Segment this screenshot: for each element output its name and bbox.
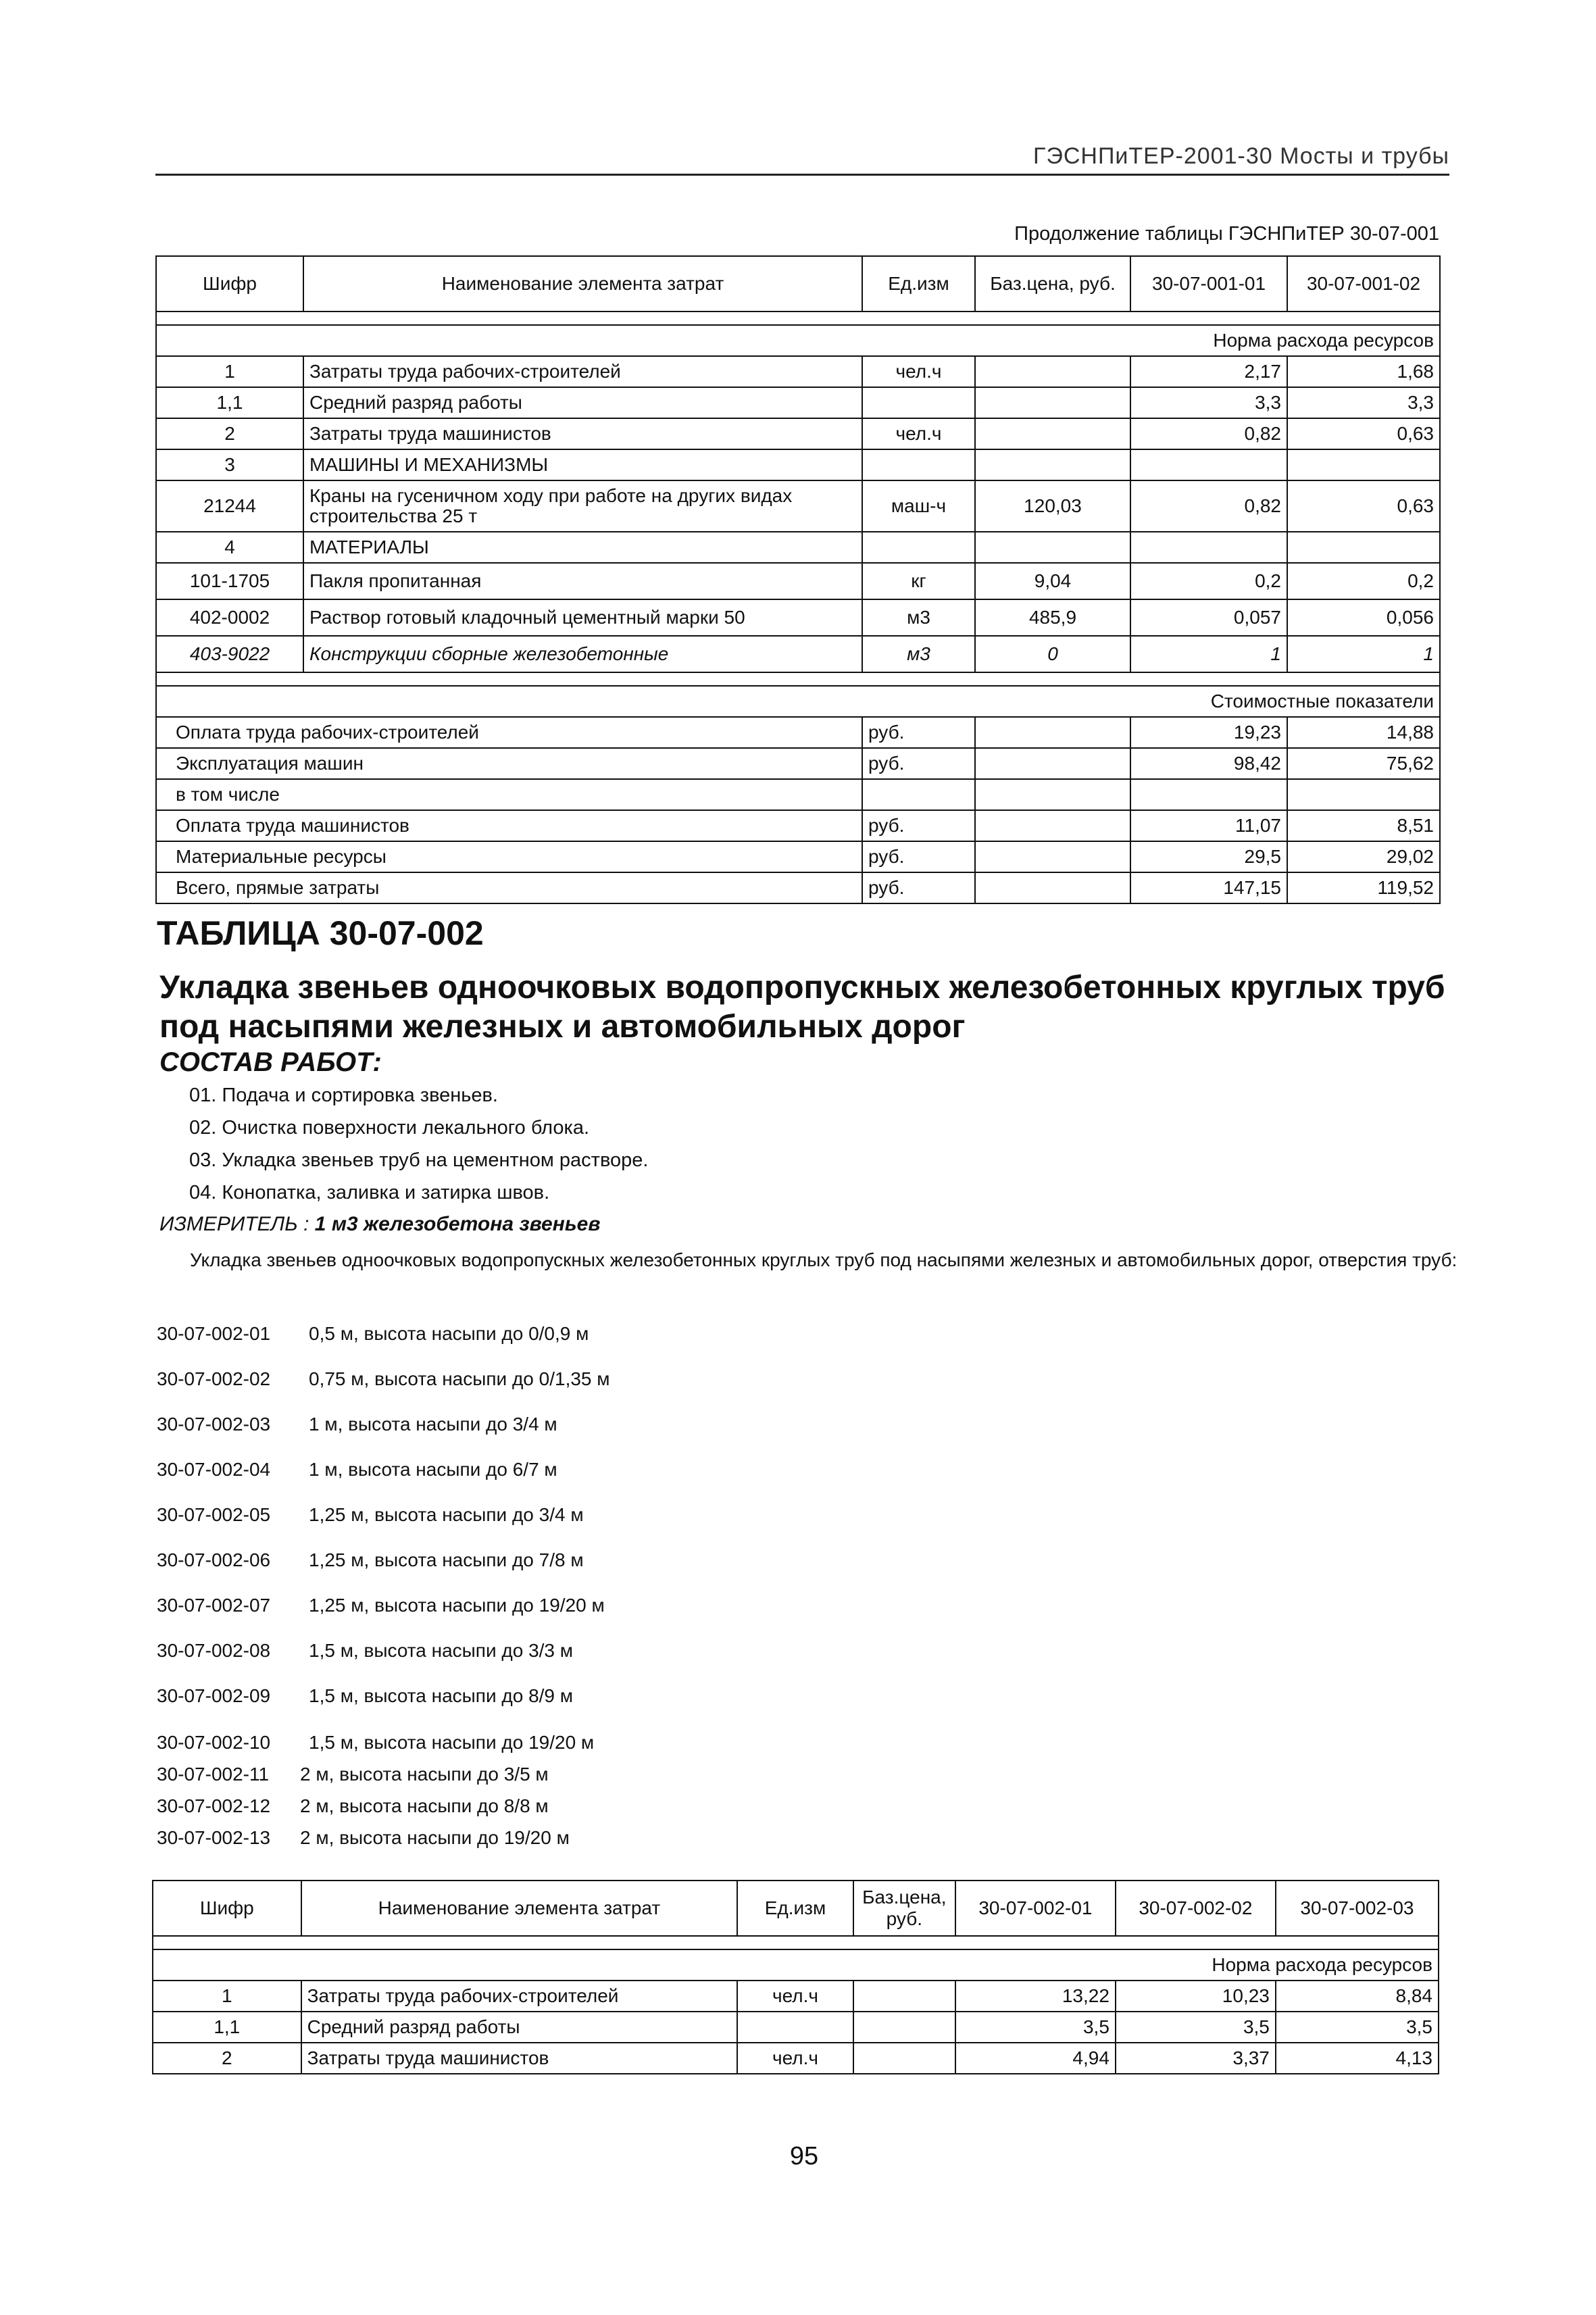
cost-price	[975, 872, 1130, 903]
cell-price	[975, 449, 1130, 480]
cell-value-1: 0,82	[1130, 480, 1287, 532]
cell-value-2: 1,68	[1287, 356, 1440, 387]
code: 30-07-002-08	[157, 1640, 271, 1661]
header-col-2: 30-07-001-02	[1287, 256, 1440, 312]
header-col-1: 30-07-002-01	[955, 1881, 1116, 1936]
cell-unit: чел.ч	[862, 418, 975, 449]
header-code: Шифр	[153, 1881, 301, 1936]
table-row	[156, 480, 1440, 532]
header-code: Шифр	[156, 256, 303, 312]
cell-value-3: 8,84	[1276, 1981, 1439, 2012]
work-item: 02. Очистка поверхности лекального блока.	[189, 1117, 590, 1139]
table-heading: Укладка звеньев одноочковых водопропускных железобетонных круглых труб под насыпями железных и автомобильных дорог	[159, 970, 1445, 1045]
table-header-row	[153, 1881, 1439, 1936]
cost-value-2: 119,52	[1287, 872, 1440, 903]
code-desc: 1 м, высота насыпи до 3/4 м	[309, 1414, 557, 1435]
cost-value-1: 147,15	[1130, 872, 1287, 903]
norm-label-row	[153, 1949, 1439, 1981]
cell-unit: чел.ч	[862, 356, 975, 387]
cost-name: в том числе	[156, 779, 862, 810]
spacer-row	[153, 1936, 1439, 1949]
header-unit: Ед.изм	[737, 1881, 853, 1936]
cell-name: МАТЕРИАЛЫ	[303, 532, 862, 563]
cost-row	[156, 872, 1440, 903]
code-row	[157, 1795, 549, 1817]
code-row	[157, 1685, 573, 1707]
cost-unit: руб.	[862, 841, 975, 872]
cell-code: 1	[153, 1981, 301, 2012]
code-desc: 1,25 м, высота насыпи до 3/4 м	[309, 1504, 584, 1525]
cost-name: Оплата труда машинистов	[156, 810, 862, 841]
cell-unit: чел.ч	[737, 1981, 853, 2012]
cell-price	[975, 387, 1130, 418]
cost-value-1: 98,42	[1130, 748, 1287, 779]
cost-value-2: 8,51	[1287, 810, 1440, 841]
code: 30-07-002-03	[157, 1414, 271, 1435]
cost-row	[156, 841, 1440, 872]
work-list	[189, 1085, 648, 1214]
work-composition-title: СОСТАВ РАБОТ:	[159, 1047, 382, 1077]
cell-code: 21244	[156, 480, 303, 532]
header-col-3: 30-07-002-03	[1276, 1881, 1439, 1936]
cell-unit: чел.ч	[737, 2043, 853, 2074]
code: 30-07-002-10	[157, 1732, 271, 1753]
cell-value-1: 3,3	[1130, 387, 1287, 418]
cost-value-1	[1130, 779, 1287, 810]
table-row	[156, 563, 1440, 599]
code-row	[157, 1323, 589, 1345]
code: 30-07-002-01	[157, 1323, 271, 1344]
code: 30-07-002-12	[157, 1795, 271, 1816]
cell-value-2: 3,5	[1116, 2012, 1276, 2043]
cost-label: Стоимостные показатели	[156, 686, 1440, 717]
cell-value-2: 0,63	[1287, 480, 1440, 532]
cell-name: Средний разряд работы	[303, 387, 862, 418]
code: 30-07-002-04	[157, 1459, 271, 1480]
cost-name: Оплата труда рабочих-строителей	[156, 717, 862, 748]
cost-name: Эксплуатация машин	[156, 748, 862, 779]
code-desc: 1,5 м, высота насыпи до 3/3 м	[309, 1640, 574, 1661]
cell-value-2	[1287, 532, 1440, 563]
table-row	[153, 2043, 1439, 2074]
cost-value-1: 11,07	[1130, 810, 1287, 841]
code-row	[157, 1595, 605, 1616]
cell-name: Затраты труда машинистов	[303, 418, 862, 449]
cost-unit	[862, 779, 975, 810]
cell-value-2: 0,2	[1287, 563, 1440, 599]
cell-unit: кг	[862, 563, 975, 599]
table-row	[156, 636, 1440, 672]
table-row	[153, 2012, 1439, 2043]
cell-value-2: 0,056	[1287, 599, 1440, 636]
cell-name: Затраты труда рабочих-строителей	[303, 356, 862, 387]
resource-table-30-07-002	[152, 1880, 1439, 2074]
code-desc: 2 м, высота насыпи до 8/8 м	[300, 1795, 549, 1816]
code-desc: 1,25 м, высота насыпи до 7/8 м	[309, 1549, 584, 1570]
cell-code: 2	[153, 2043, 301, 2074]
spacer-row	[156, 672, 1440, 686]
header-unit: Ед.изм	[862, 256, 975, 312]
cell-name: Конструкции сборные железобетонные	[303, 636, 862, 672]
code-row	[157, 1414, 557, 1435]
cell-code: 101-1705	[156, 563, 303, 599]
cell-price	[853, 1981, 955, 2012]
cell-unit: маш-ч	[862, 480, 975, 532]
cell-price	[975, 356, 1130, 387]
work-item: 03. Укладка звеньев труб на цементном растворе.	[189, 1149, 649, 1171]
code: 30-07-002-07	[157, 1595, 271, 1616]
cell-price: 120,03	[975, 480, 1130, 532]
table-row	[156, 599, 1440, 636]
cell-price	[975, 532, 1130, 563]
measure-line	[159, 1213, 600, 1236]
cost-unit: руб.	[862, 872, 975, 903]
cell-name: Раствор готовый кладочный цементный марки 50	[303, 599, 862, 636]
intro-paragraph: Укладка звеньев одноочковых водопропускных железобетонных круглых труб под насыпями железных и автомобильных дорог, отверстия труб:	[190, 1249, 1457, 1270]
cell-unit	[862, 449, 975, 480]
spacer-row	[156, 312, 1440, 325]
resource-table-30-07-001	[155, 255, 1441, 904]
cell-code: 402-0002	[156, 599, 303, 636]
cell-name: Затраты труда машинистов	[301, 2043, 738, 2074]
cost-price	[975, 748, 1130, 779]
table-title: ТАБЛИЦА 30-07-002	[157, 914, 484, 952]
page-number: 95	[789, 2142, 819, 2170]
norm-label: Норма расхода ресурсов	[153, 1949, 1439, 1981]
cell-price: 9,04	[975, 563, 1130, 599]
table-row	[156, 418, 1440, 449]
cell-price: 0	[975, 636, 1130, 672]
cost-value-2: 29,02	[1287, 841, 1440, 872]
code-desc: 1,5 м, высота насыпи до 19/20 м	[309, 1732, 595, 1753]
cost-name: Материальные ресурсы	[156, 841, 862, 872]
code-desc: 2 м, высота насыпи до 19/20 м	[300, 1827, 570, 1848]
cell-unit	[862, 532, 975, 563]
cell-code: 1,1	[153, 2012, 301, 2043]
code-row	[157, 1827, 570, 1849]
measure-value: 1 м3 железобетона звеньев	[314, 1213, 601, 1235]
cell-value-1	[1130, 532, 1287, 563]
cost-value-2: 14,88	[1287, 717, 1440, 748]
cell-value-2	[1287, 449, 1440, 480]
cell-value-2: 10,23	[1116, 1981, 1276, 2012]
header-name: Наименование элемента затрат	[301, 1881, 738, 1936]
cell-value-1: 4,94	[955, 2043, 1116, 2074]
header-col-2: 30-07-002-02	[1116, 1881, 1276, 1936]
code-desc: 2 м, высота насыпи до 3/5 м	[300, 1764, 549, 1785]
header-name: Наименование элемента затрат	[303, 256, 862, 312]
code-row	[157, 1368, 610, 1390]
cell-value-3: 3,5	[1276, 2012, 1439, 2043]
code-row	[157, 1549, 584, 1571]
code-row	[157, 1732, 594, 1753]
cost-row	[156, 717, 1440, 748]
cell-value-3: 4,13	[1276, 2043, 1439, 2074]
cost-unit: руб.	[862, 810, 975, 841]
cell-code: 3	[156, 449, 303, 480]
cell-name: Затраты труда рабочих-строителей	[301, 1981, 738, 2012]
norm-label: Норма расхода ресурсов	[156, 325, 1440, 356]
cost-row	[156, 779, 1440, 810]
work-item: 01. Подача и сортировка звеньев.	[189, 1085, 498, 1106]
cost-price	[975, 779, 1130, 810]
cell-code: 4	[156, 532, 303, 563]
cost-unit: руб.	[862, 748, 975, 779]
code-desc: 0,75 м, высота насыпи до 0/1,35 м	[309, 1368, 610, 1389]
cost-price	[975, 841, 1130, 872]
cell-value-2: 3,37	[1116, 2043, 1276, 2074]
cost-value-1: 19,23	[1130, 717, 1287, 748]
code-desc: 0,5 м, высота насыпи до 0/0,9 м	[309, 1323, 589, 1344]
cell-price	[853, 2012, 955, 2043]
table-row	[156, 356, 1440, 387]
table-row	[156, 387, 1440, 418]
code: 30-07-002-06	[157, 1549, 271, 1570]
cell-name: Средний разряд работы	[301, 2012, 738, 2043]
cost-price	[975, 717, 1130, 748]
code-desc: 1,25 м, высота насыпи до 19/20 м	[309, 1595, 605, 1616]
cost-label-row	[156, 686, 1440, 717]
cell-price: 485,9	[975, 599, 1130, 636]
code: 30-07-002-09	[157, 1685, 271, 1706]
cell-name: Краны на гусеничном ходу при работе на других видах строительства 25 т	[303, 480, 862, 532]
code-row	[157, 1504, 584, 1526]
cell-unit	[862, 387, 975, 418]
cell-value-1	[1130, 449, 1287, 480]
cost-value-1: 29,5	[1130, 841, 1287, 872]
code-row	[157, 1640, 573, 1662]
cell-value-1: 13,22	[955, 1981, 1116, 2012]
cell-value-1: 3,5	[955, 2012, 1116, 2043]
cell-value-1: 1	[1130, 636, 1287, 672]
cell-unit: м3	[862, 636, 975, 672]
cell-name: МАШИНЫ И МЕХАНИЗМЫ	[303, 449, 862, 480]
code-desc: 1 м, высота насыпи до 6/7 м	[309, 1459, 557, 1480]
cell-unit	[737, 2012, 853, 2043]
cell-value-1: 0,82	[1130, 418, 1287, 449]
norm-label-row	[156, 325, 1440, 356]
cell-value-1: 0,2	[1130, 563, 1287, 599]
cell-code: 1,1	[156, 387, 303, 418]
code-desc: 1,5 м, высота насыпи до 8/9 м	[309, 1685, 574, 1706]
table-continuation-note: Продолжение таблицы ГЭСНПиТЕР 30-07-001	[1014, 223, 1439, 245]
cost-name: Всего, прямые затраты	[156, 872, 862, 903]
table-header-row	[156, 256, 1440, 312]
table-row	[156, 449, 1440, 480]
cell-name: Пакля пропитанная	[303, 563, 862, 599]
cell-code: 1	[156, 356, 303, 387]
cost-unit: руб.	[862, 717, 975, 748]
cell-value-2: 0,63	[1287, 418, 1440, 449]
cost-price	[975, 810, 1130, 841]
code: 30-07-002-02	[157, 1368, 271, 1389]
cell-code: 403-9022	[156, 636, 303, 672]
table-row	[153, 1981, 1439, 2012]
cell-code: 2	[156, 418, 303, 449]
code-row	[157, 1764, 549, 1785]
work-item: 04. Конопатка, заливка и затирка швов.	[189, 1182, 550, 1203]
cell-value-1: 2,17	[1130, 356, 1287, 387]
measure-label: ИЗМЕРИТЕЛЬ :	[159, 1213, 309, 1235]
cell-price	[853, 2043, 955, 2074]
cost-row	[156, 748, 1440, 779]
table-row	[156, 532, 1440, 563]
cell-value-2: 3,3	[1287, 387, 1440, 418]
code-row	[157, 1459, 557, 1480]
cost-row	[156, 810, 1440, 841]
header-price: Баз.цена, руб.	[975, 256, 1130, 312]
cell-unit: м3	[862, 599, 975, 636]
code: 30-07-002-11	[157, 1764, 270, 1785]
header-col-1: 30-07-001-01	[1130, 256, 1287, 312]
running-header: ГЭСНПиТЕР-2001-30 Мосты и трубы	[155, 143, 1449, 176]
code: 30-07-002-13	[157, 1827, 271, 1848]
code: 30-07-002-05	[157, 1504, 271, 1525]
header-price: Баз.цена, руб.	[853, 1881, 955, 1936]
cell-price	[975, 418, 1130, 449]
cell-value-2: 1	[1287, 636, 1440, 672]
cell-value-1: 0,057	[1130, 599, 1287, 636]
cost-value-2	[1287, 779, 1440, 810]
cost-value-2: 75,62	[1287, 748, 1440, 779]
